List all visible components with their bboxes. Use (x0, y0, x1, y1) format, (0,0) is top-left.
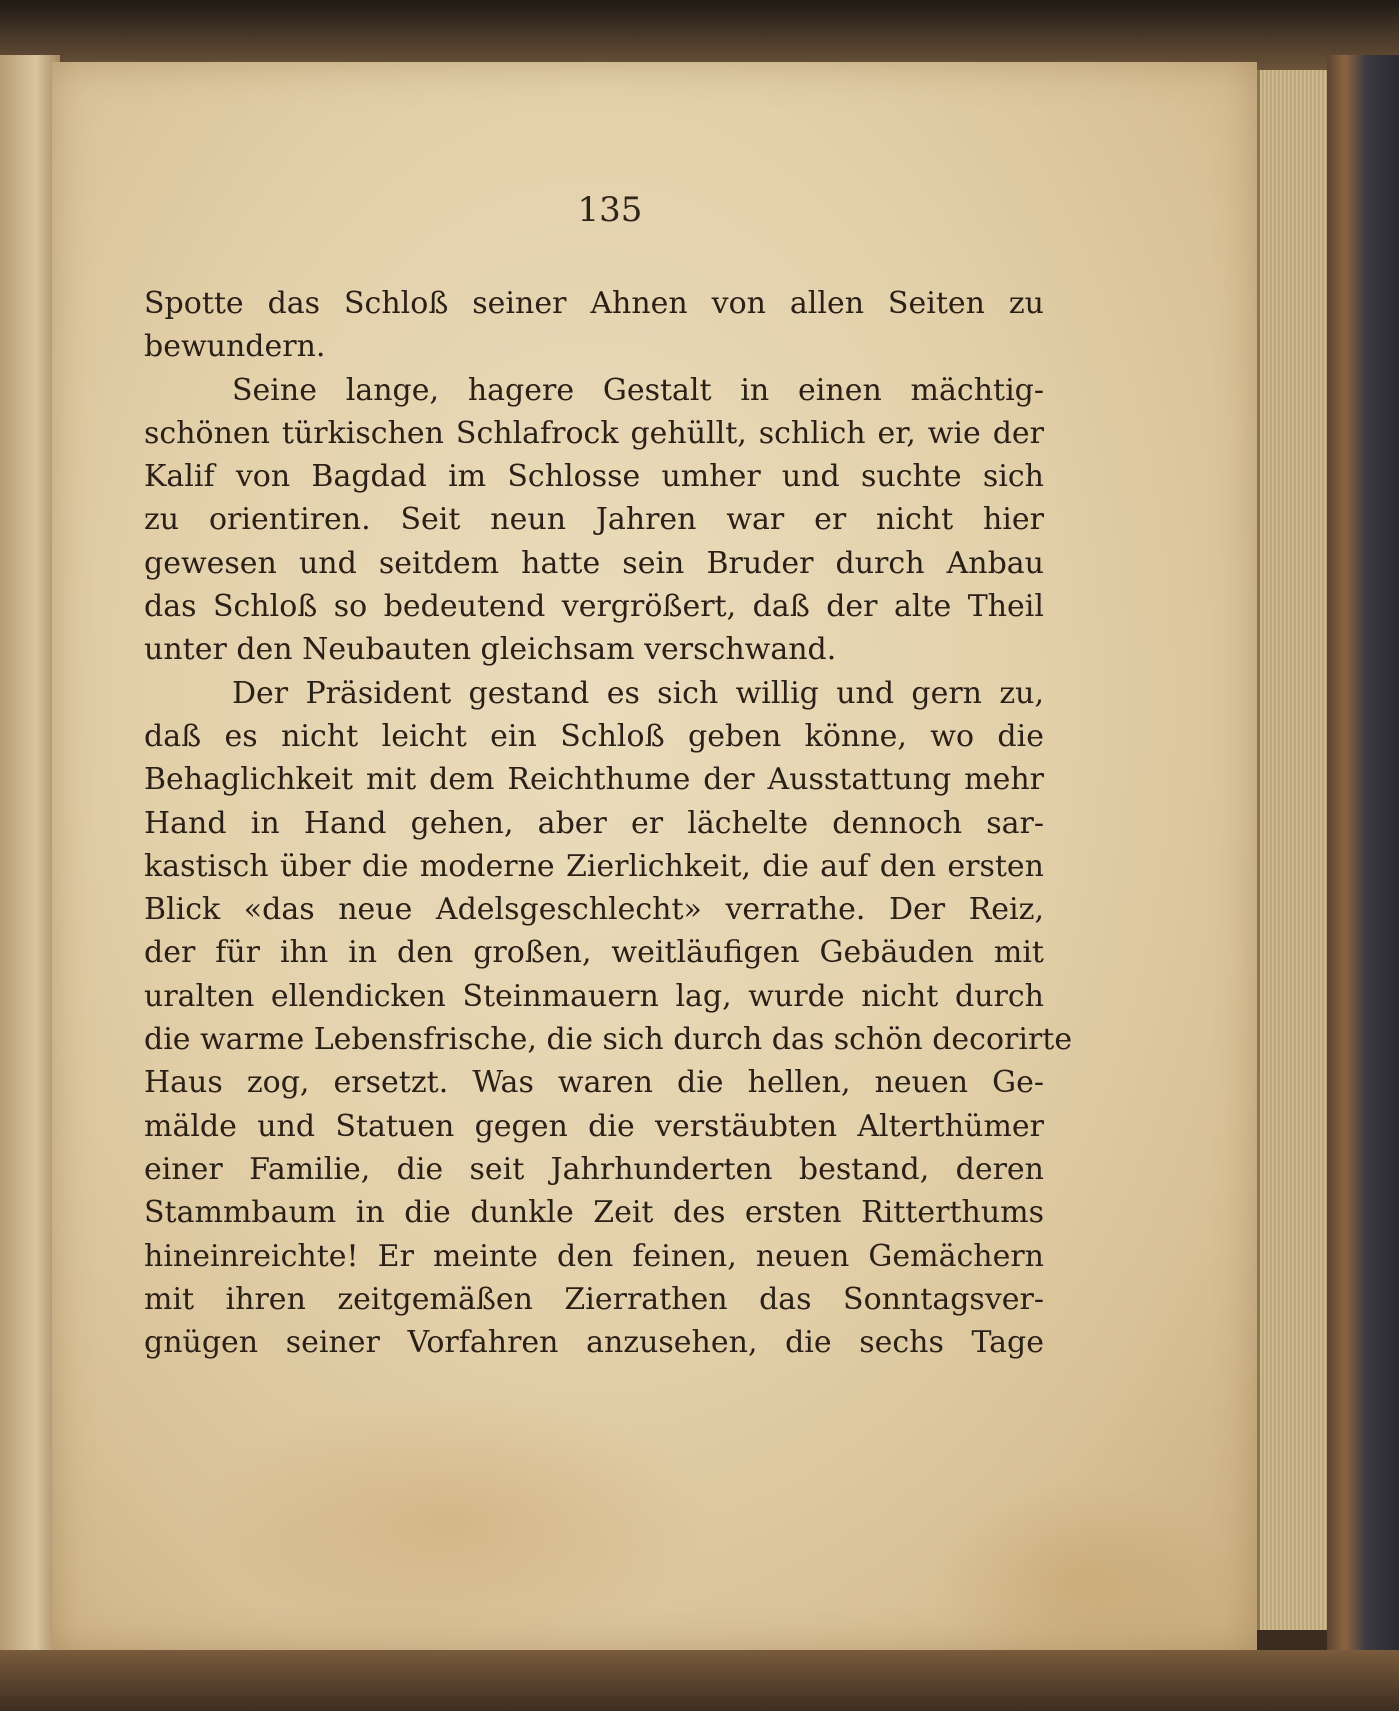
text-line: mälde und Statuen gegen die verstäubten Alterthümer (144, 1108, 1044, 1144)
text-line: Spotte das Schloß seiner Ahnen von allen Seiten zu (144, 286, 1044, 321)
text-line: uralten ellendicken Steinmauern lag, wurde nicht durch (144, 978, 1044, 1014)
text-line: Seine lange, hagere Gestalt in einen mächtig- (232, 372, 1044, 408)
body-text (144, 282, 1073, 1364)
text-line: gewesen und seitdem hatte sein Bruder durch Anbau (144, 545, 1044, 581)
text-line: daß es nicht leicht ein Schloß geben könne, wo die (144, 718, 1044, 754)
text-line: der für ihn in den großen, weitläufigen Gebäuden mit (144, 935, 1044, 971)
text-line: Stammbaum in die dunkle Zeit des ersten Ritterthums (144, 1195, 1044, 1231)
text-line: zu orientiren. Seit neun Jahren war er nicht hier (144, 502, 1044, 538)
page-block-edges (1257, 70, 1330, 1630)
text-line: Hand in Hand gehen, aber er lächelte dennoch sar- (144, 805, 1044, 841)
text-line: kastisch über die moderne Zierlichkeit, die auf den ersten (144, 848, 1044, 884)
paper-stain (192, 1392, 712, 1652)
text-line: einer Familie, die seit Jahrhunderten bestand, deren (144, 1151, 1044, 1187)
text-line: Kalif von Bagdad im Schlosse umher und suchte sich (144, 459, 1044, 495)
text-line: Haus zog, ersetzt. Was waren die hellen, neuen Ge- (144, 1065, 1044, 1101)
page-number: 135 (577, 190, 643, 230)
text-line: unter den Neubauten gleichsam verschwand. (144, 632, 837, 668)
text-line: bewundern. (144, 329, 326, 365)
book-cover-bottom-edge (0, 1650, 1399, 1711)
text-line: die warme Lebensfrische, die sich durch das schön decorirte (144, 1022, 1073, 1058)
book-spine (1327, 55, 1399, 1711)
facing-page-edge (0, 55, 60, 1655)
text-line: Blick «das neue Adelsgeschlecht» verrathe. Der Reiz, (144, 892, 1044, 928)
text-line: schönen türkischen Schlafrock gehüllt, schlich er, wie der (144, 415, 1044, 451)
text-line: gnügen seiner Vorfahren anzusehen, die sechs Tage (144, 1325, 1044, 1361)
text-line: hineinreichte! Er meinte den feinen, neuen Gemächern (144, 1238, 1044, 1274)
text-line: Behaglichkeit mit dem Reichthume der Ausstattung mehr (144, 762, 1044, 798)
text-line: mit ihren zeitgemäßen Zierrathen das Sonntagsver- (144, 1281, 1044, 1317)
text-line: das Schloß so bedeutend vergrößert, daß der alte Theil (144, 589, 1044, 625)
text-line: Der Präsident gestand es sich willig und gern zu, (232, 675, 1044, 711)
book-cover-top-edge (0, 0, 1399, 70)
